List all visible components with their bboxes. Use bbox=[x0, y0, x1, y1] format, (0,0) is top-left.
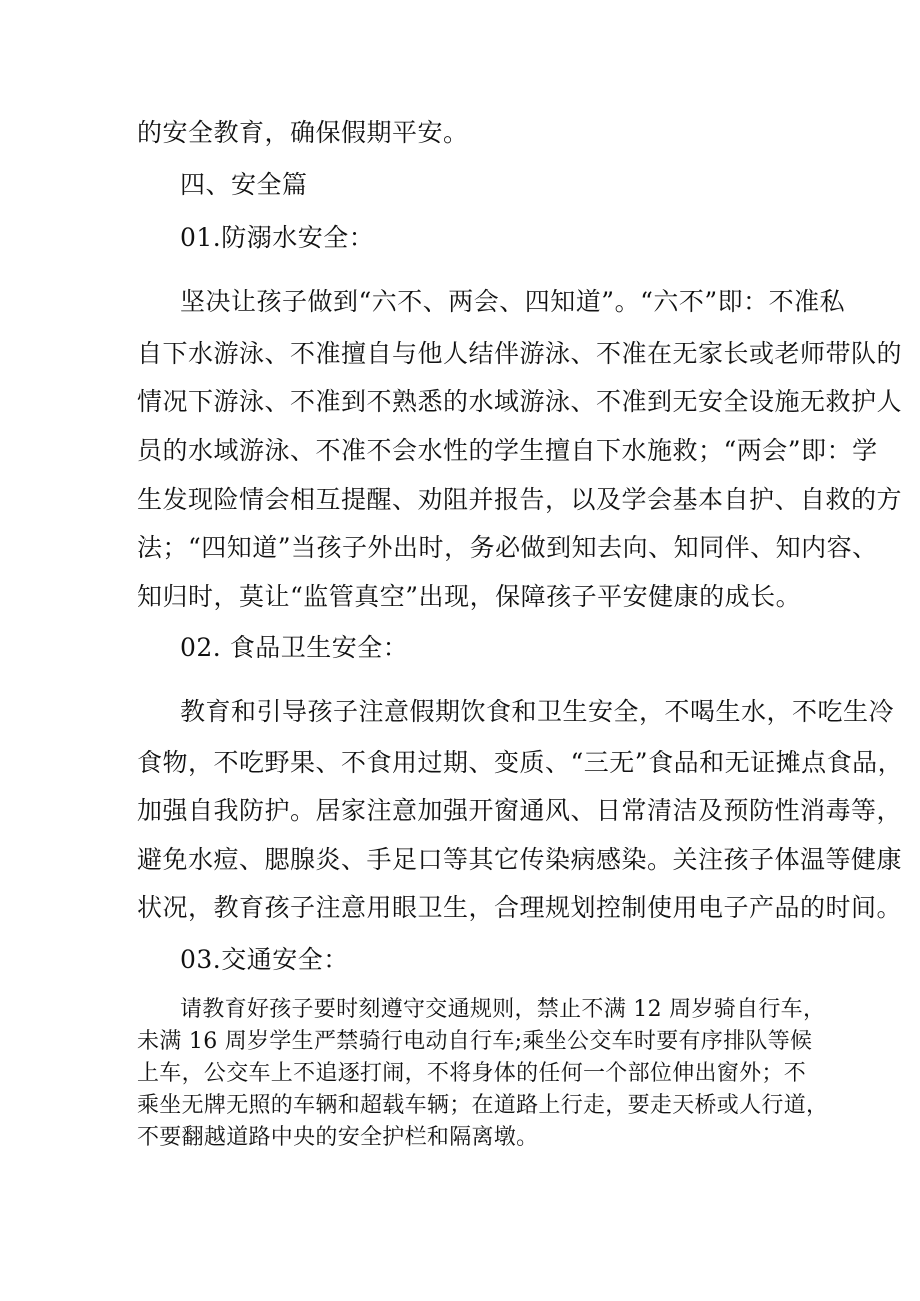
paragraph-line: 上车，公交车上不追逐打闹，不将身体的任何一个部位伸出窗外；不 bbox=[137, 1061, 807, 1086]
paragraph-line: 情况下游泳、不准到不熟悉的水域游泳、不准到无安全设施无救护人 bbox=[137, 387, 903, 416]
paragraph-line: 员的水域游泳、不准不会水性的学生擅自下水施救；“两会”即：学 bbox=[137, 436, 878, 465]
paragraph-line: 乘坐无牌无照的车辆和超载车辆；在道路上行走，要走天桥或人行道， bbox=[137, 1093, 829, 1118]
paragraph-line: 状况，教育孩子注意用眼卫生，合理规划控制使用电子产品的时间。 bbox=[137, 893, 903, 922]
paragraph-line: 坚决让孩子做到“六不、两会、四知道”。“六不”即：不准私 bbox=[180, 287, 846, 316]
paragraph-line: 的安全教育，确保假期平安。 bbox=[137, 118, 469, 147]
paragraph-line: 避免水痘、腮腺炎、手足口等其它传染病感染。关注孩子体温等健康 bbox=[137, 845, 903, 874]
paragraph-line: 请教育好孩子要时刻遵守交通规则，禁止不满 12 周岁骑自行车， bbox=[180, 997, 826, 1022]
paragraph-line: 加强自我防护。居家注意加强开窗通风、日常清洁及预防性消毒等， bbox=[137, 796, 903, 825]
paragraph-line: 知归时，莫让“监管真空”出现，保障孩子平安健康的成长。 bbox=[137, 582, 802, 611]
paragraph-line: 不要翻越道路中央的安全护栏和隔离墩。 bbox=[137, 1125, 539, 1150]
paragraph-line: 法；“四知道”当孩子外出时，务必做到知去向、知同伴、知内容、 bbox=[137, 533, 878, 562]
section-heading: 四、安全篇 bbox=[180, 170, 308, 199]
subsection-heading-traffic: 03.交通安全： bbox=[180, 945, 349, 974]
paragraph-line: 生发现险情会相互提醒、劝阻并报告，以及学会基本自护、自救的方 bbox=[137, 485, 903, 514]
subsection-heading-food: 02. 食品卫生安全： bbox=[180, 633, 409, 662]
paragraph-line: 自下水游泳、不准擅自与他人结伴游泳、不准在无家长或老师带队的 bbox=[137, 339, 903, 368]
paragraph-line: 教育和引导孩子注意假期饮食和卫生安全，不喝生水，不吃生冷 bbox=[180, 697, 895, 726]
subsection-heading-drowning: 01.防溺水安全： bbox=[180, 223, 375, 252]
paragraph-line: 食物，不吃野果、不食用过期、变质、“三无”食品和无证摊点食品， bbox=[137, 748, 904, 777]
paragraph-line: 未满 16 周岁学生严禁骑行电动自行车;乘坐公交车时要有序排队等候 bbox=[137, 1029, 813, 1054]
